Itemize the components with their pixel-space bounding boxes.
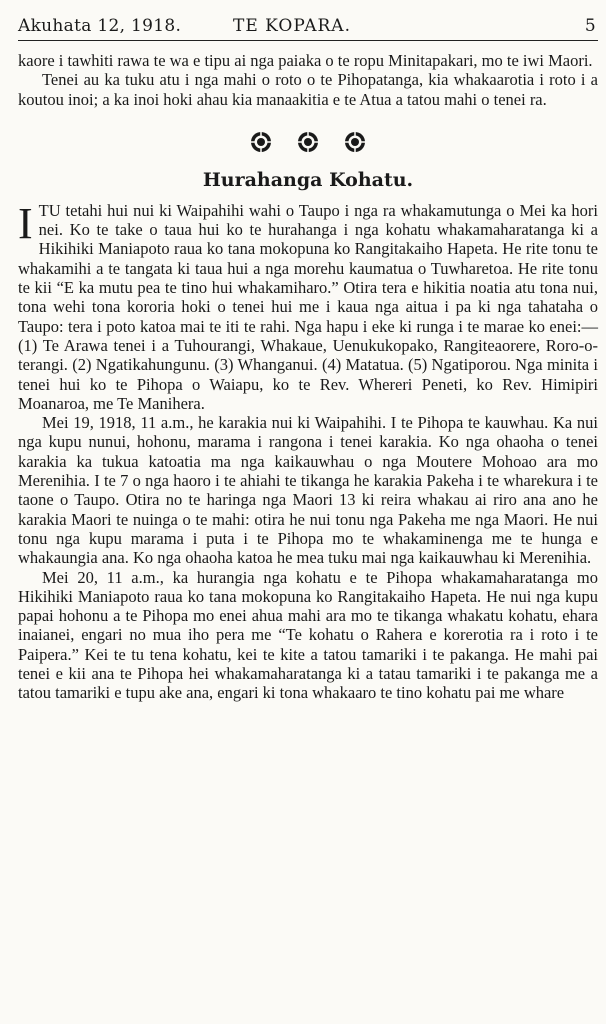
newspaper-page [18, 0, 598, 703]
article-paragraph: Mei 19, 1918, 11 a.m., he karakia nui ki Waipahihi. I te Pihopa te kauwhau. Ka nui nga kupu nunui, hohonu, marama i rangona i tenei karakia. Ko nga ohaoha o tenei karakia ka tukua katoatia ma nga kaikauwhau o nga Moutere Mohoao ara mo Merenihia. I te 7 o nga haoro i te ahiahi te tikanga he karakia Pakeha i te wharekura i te taone o Taupo. Otira no te haringa nga Maori 13 ki reira whakau ai riro ana ano he karakia Maori te nuinga o te mahi: otira he nui tonu nga Pakeha me nga Maori. He nui tonu nga kupu marama i puta i te Pihopa mo te whakaminenga me te hunga e whakaungia ana. Ko nga ohaoha katoa he mea tuku mai nga kaikauwhau ki Merenihia. [18, 413, 598, 568]
article-paragraph-first [18, 198, 598, 413]
drop-cap: I [18, 198, 33, 248]
page-header [18, 0, 598, 41]
article-paragraph: Mei 20, 11 a.m., ka hurangia nga kohatu e te Pihopa whakamaharatanga mo Hikihiki Maniapoto raua ko tana mokopuna ko Rangitakaiho Hapeta. He nui nga kupu papai hohonu a te Pihopa mo enei ahua mahi ara mo te tikanga whakatu kohatu, ehara inaianei, engari no mua iho pera me “Te kohatu o Rahera e korerotia ra i roto i te Paipera.” Kei te tu tena kohatu, kei te kite a tatou tamariki i te pakanga. He mahi pai tenei e kii ana te Pihopa hei whakamaharatanga ki a tatau tamariki i te pakanga me a tatou tamariki e tupu ake ana, engari ki tona whakaaro te tino kohatu pai me whare [18, 567, 598, 703]
intro-section [18, 51, 598, 109]
section-divider [18, 131, 598, 155]
intro-paragraph: Tenei au ka tuku atu i nga mahi o roto o te Pihopatanga, kia whakaarotia i roto i a koutou inoi; a ka inoi hoki ahau kia manaakitia e te Atua a tatou mahi o tenei ra. [18, 70, 598, 109]
article-title: Hurahanga Kohatu. [202, 168, 414, 191]
article-paragraph-text: TU tetahi hui nui ki Waipahihi wahi o Taupo i nga ra whakamutunga o Mei ka hori nei. Ko te take o taua hui ko te hurahanga i nga kohatu whakamaharatanga ki a Hikihiki Maniapoto raua ko tana mokopuna ko Rangitakaiho Hapeta. He rite tonu te whakamihi a te tangata ki taua hui a nga morehu kaumatua o Tuwharetoa. He rite tonu te kii “E ka mutu pea te tino hui whakamiharo.” Otira tera e hikitia noatia atu tona nui, tona wehi tona kororia hoki o tenei hui me i kaua nga aitua i pa ki nga tahataha o Taupo: tera i poto katoa mai te iti te rahi. Nga hapu i eke ki runga i te marae ko enei:—(1) Te Arawa tenei i a Tuhourangi, Whakaue, Uenukukopako, Rangiteaorere, Roro-o-terangi. (2) Ngatikahungunu. (3) Whanganui. (4) Matatua. (5) Ngatiporou. Nga minita i tenei hui ko te Pihopa o Waiapu, ko te Rev. Whereri Peneti, ko Rev. Himipiri Moanaroa, me Te Manihera. [18, 200, 598, 413]
header-date: Akuhata 12, 1918. [18, 16, 182, 36]
intro-paragraph: kaore i tawhiti rawa te wa e tipu ai nga paiaka o te ropu Minitapakari, mo te iwi Maori. [18, 51, 593, 70]
page-number: 5 [584, 16, 596, 36]
flower-ornament-icon [344, 131, 366, 153]
flower-ornament-icon [250, 131, 272, 153]
flower-ornament-icon [297, 131, 319, 153]
article-body [18, 198, 598, 703]
header-title: TE KOPARA. [233, 16, 351, 36]
